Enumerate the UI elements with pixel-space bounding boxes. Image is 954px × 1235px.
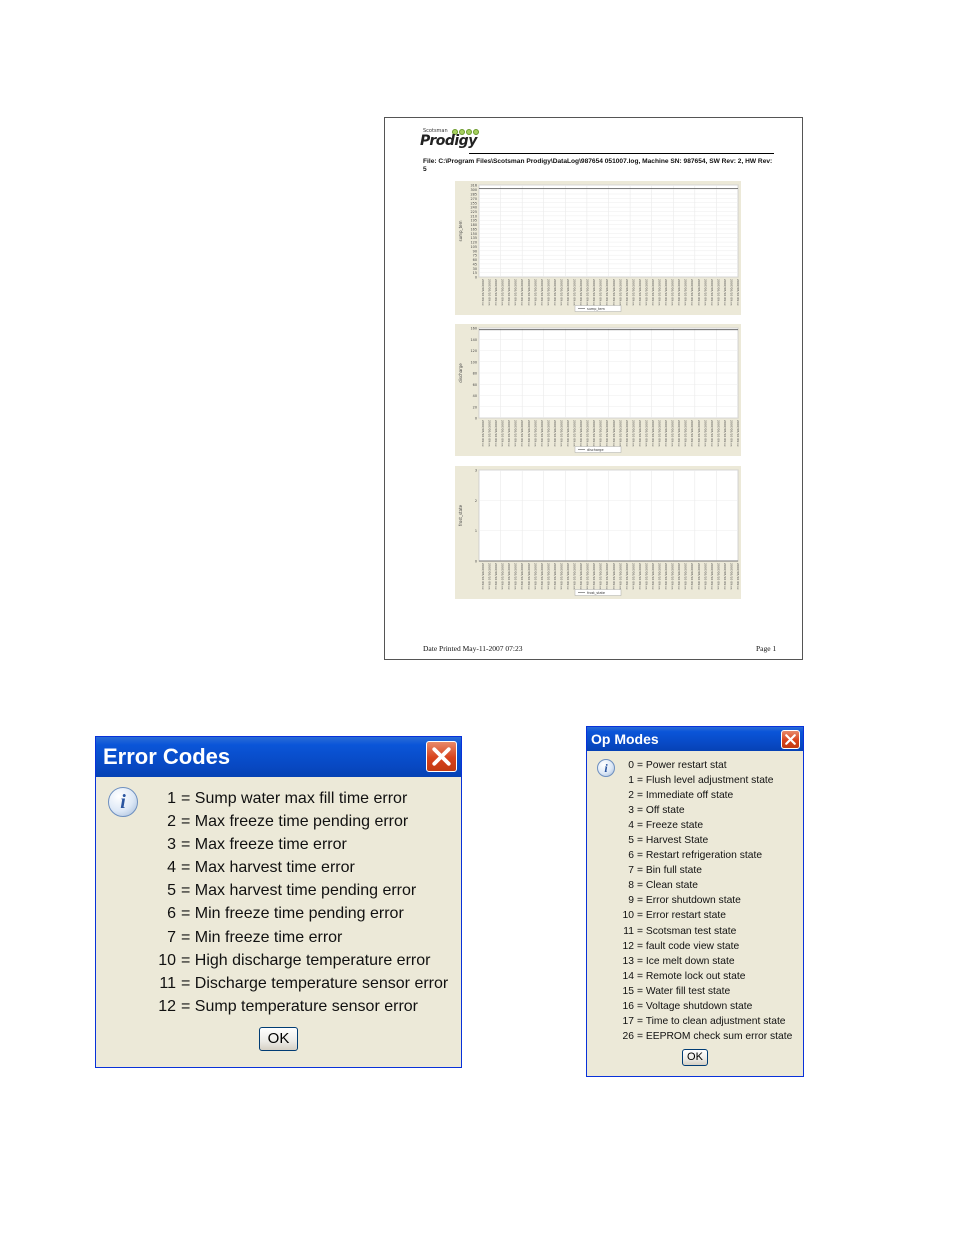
code-number: 15: [622, 985, 634, 997]
op-mode-list: [615, 758, 792, 1044]
x-tick-label: 2007/05/10 09:xx: [552, 279, 557, 306]
list-item: [615, 848, 792, 863]
y-tick-label: 225: [470, 209, 477, 214]
list-item: [154, 833, 448, 856]
y-tick-label: 270: [470, 196, 477, 201]
x-tick-label: 2007/05/10 09:xx: [677, 279, 682, 306]
x-tick-label: 2007/05/10 09:xx: [579, 420, 584, 447]
y-axis-label: sump_tem: [458, 220, 463, 242]
x-tick-label: 2007/05/10 09:xx: [618, 563, 623, 590]
list-item: [615, 1029, 792, 1044]
y-tick-label: 80: [472, 371, 477, 376]
y-tick-label: 45: [472, 262, 477, 267]
x-tick-label: 2007/05/10 09:xx: [520, 420, 525, 447]
x-tick-label: 2007/05/10 09:xx: [651, 420, 655, 447]
y-tick-label: 2: [474, 498, 477, 503]
op-modes-dialog: [586, 726, 804, 1077]
list-item: [154, 810, 448, 833]
x-tick-label: 2007/05/10 09:xx: [690, 563, 695, 590]
y-tick-label: 60: [472, 258, 477, 263]
x-tick-label: 2007/05/10 09:xx: [657, 563, 662, 590]
list-item: [615, 758, 792, 773]
x-tick-label: 2007/05/10 09:xx: [481, 279, 485, 306]
x-tick-label: 2007/05/10 09:xx: [585, 279, 590, 306]
x-tick-label: 2007/05/10 09:xx: [709, 420, 714, 447]
y-tick-label: 15: [472, 271, 477, 276]
y-tick-label: 40: [472, 394, 477, 398]
x-tick-label: 2007/05/10 09:xx: [500, 279, 505, 306]
discharge-chart: [455, 324, 741, 456]
x-tick-label: 2007/05/10 09:xx: [611, 563, 616, 590]
code-description: = Bin full state: [637, 865, 702, 877]
x-tick-label: 2007/05/10 09:xx: [533, 279, 538, 306]
x-tick-label: 2007/05/10 09:xx: [566, 563, 570, 590]
frost-state-chart: [455, 466, 741, 599]
y-tick-label: 210: [470, 214, 477, 219]
y-tick-label: 165: [470, 227, 477, 232]
x-tick-label: 2007/05/10 09:xx: [618, 420, 623, 447]
x-tick-label: 2007/05/10 09:xx: [598, 279, 603, 306]
x-tick-label: 2007/05/10 09:xx: [605, 563, 610, 590]
x-tick-label: 2007/05/10 09:xx: [533, 420, 538, 447]
x-tick-label: 2007/05/10 09:xx: [487, 279, 492, 306]
code-number: 6: [628, 850, 634, 862]
code-number: 11: [159, 974, 176, 992]
x-tick-label: 2007/05/10 09:xx: [579, 279, 584, 306]
code-description: = Restart refrigeration state: [637, 850, 763, 862]
code-number: 17: [622, 1015, 634, 1027]
code-number: 12: [622, 940, 634, 952]
x-tick-label: 2007/05/10 09:xx: [481, 420, 485, 447]
x-tick-label: 2007/05/10 09:xx: [481, 563, 485, 590]
x-tick-label: 2007/05/10 09:xx: [670, 563, 675, 590]
list-item: [615, 893, 792, 908]
x-tick-label: 2007/05/10 09:xx: [637, 420, 642, 447]
code-number: 0: [628, 760, 634, 771]
x-tick-label: 2007/05/10 09:xx: [716, 420, 721, 447]
x-tick-label: 2007/05/10 09:xx: [592, 279, 597, 306]
code-description: = Error restart state: [637, 910, 726, 922]
code-number: 3: [167, 836, 176, 854]
y-tick-label: 20: [472, 405, 477, 410]
x-tick-label: 2007/05/10 09:xx: [657, 279, 662, 306]
y-tick-label: 255: [470, 201, 477, 206]
page-number: Page 1: [756, 644, 777, 653]
y-tick-label: 135: [470, 236, 477, 241]
close-button[interactable]: [781, 730, 800, 749]
x-tick-label: 2007/05/10 09:xx: [539, 420, 544, 447]
x-tick-label: 2007/05/10 09:xx: [494, 279, 499, 306]
code-number: 9: [628, 895, 634, 907]
code-description: = Off state: [637, 805, 685, 817]
brand-small-text: Scotsman: [423, 128, 448, 134]
code-number: 1: [628, 775, 634, 787]
code-description: = Remote lock out state: [637, 970, 746, 982]
x-tick-label: 2007/05/10 09:xx: [683, 420, 688, 447]
x-tick-label: 2007/05/10 09:xx: [585, 420, 590, 447]
code-number: 5: [167, 882, 176, 900]
code-description: = Max freeze time error: [181, 836, 347, 854]
x-tick-label: 2007/05/10 09:xx: [546, 420, 551, 447]
error-codes-titlebar[interactable]: [96, 737, 461, 777]
code-description: = fault code view state: [637, 940, 740, 952]
x-tick-label: 2007/05/10 09:xx: [651, 563, 655, 590]
x-tick-label: 2007/05/10 09:xx: [539, 563, 544, 590]
list-item: [615, 803, 792, 818]
x-tick-label: 2007/05/10 09:xx: [736, 563, 740, 590]
x-tick-label: 2007/05/10 09:xx: [631, 279, 636, 306]
code-description: = Discharge temperature sensor error: [181, 974, 449, 992]
x-tick-label: 2007/05/10 09:xx: [703, 279, 708, 306]
list-item: [615, 833, 792, 848]
x-tick-label: 2007/05/10 09:xx: [572, 563, 577, 590]
list-item: [615, 939, 792, 954]
list-item: [154, 787, 448, 810]
x-tick-label: 2007/05/10 09:xx: [500, 563, 505, 590]
code-description: = High discharge temperature error: [181, 951, 431, 969]
x-tick-label: 2007/05/10 09:xx: [526, 279, 531, 306]
code-description: = Ice melt down state: [637, 955, 735, 967]
x-tick-label: 2007/05/10 09:xx: [657, 420, 662, 447]
x-tick-label: 2007/05/10 09:xx: [572, 279, 577, 306]
chart-panel-1: [455, 181, 741, 315]
list-item: [615, 773, 792, 788]
code-number: 7: [167, 928, 176, 946]
x-tick-label: 2007/05/10 09:xx: [690, 279, 695, 306]
code-number: 10: [622, 910, 634, 922]
x-tick-label: 2007/05/10 09:xx: [683, 279, 688, 306]
op-modes-titlebar[interactable]: [587, 727, 803, 751]
x-tick-label: 2007/05/10 09:xx: [709, 279, 714, 306]
code-number: 13: [622, 955, 634, 967]
x-tick-label: 2007/05/10 09:xx: [539, 279, 544, 306]
code-number: 2: [167, 813, 176, 831]
list-item: [154, 856, 448, 879]
y-tick-label: 60: [472, 382, 477, 387]
x-tick-label: 2007/05/10 09:xx: [500, 420, 505, 447]
legend-label: discharge: [587, 447, 604, 452]
code-description: = Max harvest time error: [181, 859, 355, 877]
x-tick-label: 2007/05/10 09:xx: [716, 279, 721, 306]
x-tick-label: 2007/05/10 09:xx: [696, 420, 701, 447]
x-tick-label: 2007/05/10 09:xx: [729, 563, 734, 590]
x-tick-label: 2007/05/10 09:xx: [611, 279, 616, 306]
code-number: 26: [622, 1030, 634, 1042]
code-description: = Harvest State: [637, 835, 709, 847]
code-description: = Sump water max fill time error: [181, 790, 408, 807]
y-tick-label: 0: [474, 275, 477, 280]
y-tick-label: 3: [474, 468, 477, 473]
code-description: = EEPROM check sum error state: [637, 1030, 793, 1042]
x-tick-label: 2007/05/10 09:xx: [696, 563, 701, 590]
x-tick-label: 2007/05/10 09:xx: [736, 420, 740, 447]
x-tick-label: 2007/05/10 09:xx: [722, 420, 727, 447]
y-axis-label: discharge: [458, 363, 463, 383]
code-description: = Immediate off state: [637, 790, 734, 802]
x-tick-label: 2007/05/10 09:xx: [572, 420, 577, 447]
x-tick-label: 2007/05/10 09:xx: [533, 563, 538, 590]
x-tick-label: 2007/05/10 09:xx: [520, 279, 525, 306]
x-tick-label: 2007/05/10 09:xx: [624, 563, 629, 590]
x-tick-label: 2007/05/10 09:xx: [494, 563, 499, 590]
x-tick-label: 2007/05/10 09:xx: [670, 420, 675, 447]
x-tick-label: 2007/05/10 09:xx: [494, 420, 499, 447]
chart-panel-2: [455, 324, 741, 456]
x-tick-label: 2007/05/10 09:xx: [611, 420, 616, 447]
y-tick-label: 105: [470, 244, 477, 249]
list-item: [615, 908, 792, 923]
x-tick-label: 2007/05/10 09:xx: [526, 563, 531, 590]
code-number: 5: [628, 835, 634, 847]
x-tick-label: 2007/05/10 09:xx: [513, 420, 518, 447]
x-tick-label: 2007/05/10 09:xx: [605, 420, 610, 447]
x-tick-label: 2007/05/10 09:xx: [559, 563, 564, 590]
x-tick-label: 2007/05/10 09:xx: [579, 563, 584, 590]
sump-temp-chart: [455, 181, 741, 315]
x-tick-label: 2007/05/10 09:xx: [631, 420, 636, 447]
list-item: [154, 902, 448, 925]
x-tick-label: 2007/05/10 09:xx: [552, 420, 557, 447]
code-number: 14: [622, 970, 634, 982]
ok-button[interactable]: OK: [682, 1049, 708, 1066]
x-tick-label: 2007/05/10 09:xx: [664, 279, 669, 306]
x-tick-label: 2007/05/10 09:xx: [526, 420, 531, 447]
y-tick-label: 90: [472, 249, 477, 254]
file-info-text: File: C:\Program Files\Scotsman Prodigy\DataLog\987654 051007.log, Machine SN: 987654, SW Rev: 2, HW Rev: 5: [423, 158, 773, 173]
x-tick-label: 2007/05/10 09:xx: [637, 279, 642, 306]
code-description: = Time to clean adjustment state: [637, 1015, 786, 1027]
x-tick-label: 2007/05/10 09:xx: [631, 563, 636, 590]
x-tick-label: 2007/05/10 09:xx: [552, 563, 557, 590]
x-tick-label: 2007/05/10 09:xx: [592, 563, 597, 590]
x-tick-label: 2007/05/10 09:xx: [722, 279, 727, 306]
code-description: = Clean state: [637, 880, 698, 892]
list-item: [154, 879, 448, 902]
code-number: 2: [628, 790, 634, 802]
y-tick-label: 180: [470, 223, 477, 228]
code-number: 10: [158, 951, 176, 969]
code-description: = Error shutdown state: [637, 895, 741, 907]
x-tick-label: 2007/05/10 09:xx: [566, 279, 570, 306]
code-number: 12: [158, 997, 176, 1015]
x-tick-label: 2007/05/10 09:xx: [624, 420, 629, 447]
y-tick-label: 160: [470, 326, 477, 331]
x-tick-label: 2007/05/10 09:xx: [507, 563, 512, 590]
header-rule: [469, 153, 774, 154]
code-description: = Max freeze time pending error: [181, 813, 409, 831]
code-description: = Flush level adjustment state: [637, 775, 774, 787]
x-tick-label: 2007/05/10 09:xx: [703, 420, 708, 447]
x-tick-label: 2007/05/10 09:xx: [513, 279, 518, 306]
close-icon: [427, 742, 456, 771]
x-tick-label: 2007/05/10 09:xx: [585, 563, 590, 590]
list-item: [615, 878, 792, 893]
report-preview-page: [384, 117, 803, 660]
code-description: = Voltage shutdown state: [637, 1000, 753, 1012]
x-tick-label: 2007/05/10 09:xx: [644, 420, 649, 447]
x-tick-label: 2007/05/10 09:xx: [690, 420, 695, 447]
x-tick-label: 2007/05/10 09:xx: [624, 279, 629, 306]
code-number: 8: [628, 880, 634, 892]
y-tick-label: 0: [474, 559, 477, 564]
y-tick-label: 75: [472, 253, 477, 258]
x-tick-label: 2007/05/10 09:xx: [651, 279, 655, 306]
list-item: [154, 972, 448, 995]
info-icon: i: [108, 787, 138, 817]
x-tick-label: 2007/05/10 09:xx: [709, 563, 714, 590]
dialog-title: Error Codes: [103, 744, 231, 769]
x-tick-label: 2007/05/10 09:xx: [729, 420, 734, 447]
y-tick-label: 316: [470, 183, 477, 188]
chart-panel-3: [455, 466, 741, 599]
code-description: = Freeze state: [637, 820, 704, 832]
y-tick-label: 300: [470, 188, 477, 193]
close-button[interactable]: [426, 741, 457, 772]
list-item: [615, 863, 792, 878]
x-tick-label: 2007/05/10 09:xx: [520, 563, 525, 590]
info-icon: i: [597, 759, 615, 777]
x-tick-label: 2007/05/10 09:xx: [664, 563, 669, 590]
code-number: 6: [167, 905, 176, 923]
y-tick-label: 1: [474, 529, 477, 534]
code-number: 1: [167, 790, 176, 807]
x-tick-label: 2007/05/10 09:xx: [507, 420, 512, 447]
list-item: [615, 999, 792, 1014]
code-number: 4: [167, 859, 176, 877]
x-tick-label: 2007/05/10 09:xx: [677, 420, 682, 447]
x-tick-label: 2007/05/10 09:xx: [722, 563, 727, 590]
ok-button[interactable]: OK: [259, 1027, 298, 1051]
x-tick-label: 2007/05/10 09:xx: [677, 563, 682, 590]
y-tick-label: 240: [470, 205, 477, 210]
y-tick-label: 285: [470, 192, 477, 197]
x-tick-label: 2007/05/10 09:xx: [716, 563, 721, 590]
x-tick-label: 2007/05/10 09:xx: [592, 420, 597, 447]
y-tick-label: 195: [470, 218, 477, 223]
date-printed: Date Printed May-11-2007 07:23: [423, 644, 523, 653]
error-codes-dialog: [95, 736, 462, 1068]
list-item: [615, 818, 792, 833]
x-tick-label: 2007/05/10 09:xx: [644, 563, 649, 590]
x-tick-label: 2007/05/10 09:xx: [559, 279, 564, 306]
code-description: = Scotsman test state: [637, 925, 737, 937]
code-description: = Water fill test state: [637, 985, 731, 997]
code-number: 11: [623, 925, 634, 937]
error-code-list: [154, 787, 448, 1018]
code-description: = Power restart stat: [637, 760, 727, 771]
y-tick-label: 120: [470, 349, 477, 353]
x-tick-label: 2007/05/10 09:xx: [566, 420, 570, 447]
y-tick-label: 120: [470, 240, 477, 245]
code-description: = Min freeze time error: [181, 928, 343, 946]
x-tick-label: 2007/05/10 09:xx: [487, 420, 492, 447]
x-tick-label: 2007/05/10 09:xx: [729, 279, 734, 306]
code-number: 3: [628, 805, 634, 817]
list-item: [615, 924, 792, 939]
list-item: [154, 949, 448, 972]
legend-label: sump_tem: [587, 306, 605, 311]
prodigy-logo: Prodigy: [420, 133, 477, 149]
x-tick-label: 2007/05/10 09:xx: [507, 279, 512, 306]
x-tick-label: 2007/05/10 09:xx: [703, 563, 708, 590]
code-number: 4: [628, 820, 634, 832]
y-tick-label: 30: [472, 266, 477, 271]
dialog-title: Op Modes: [591, 731, 659, 747]
x-tick-label: 2007/05/10 09:xx: [513, 563, 518, 590]
x-tick-label: 2007/05/10 09:xx: [736, 279, 740, 306]
close-icon: [782, 731, 799, 748]
list-item: [154, 995, 448, 1018]
y-tick-label: 150: [470, 231, 477, 236]
y-tick-label: 140: [470, 337, 477, 342]
code-description: = Min freeze time pending error: [181, 905, 404, 923]
x-tick-label: 2007/05/10 09:xx: [637, 563, 642, 590]
x-tick-label: 2007/05/10 09:xx: [664, 420, 669, 447]
x-tick-label: 2007/05/10 09:xx: [670, 279, 675, 306]
list-item: [615, 1014, 792, 1029]
list-item: [154, 926, 448, 949]
list-item: [615, 984, 792, 999]
x-tick-label: 2007/05/10 09:xx: [644, 279, 649, 306]
x-tick-label: 2007/05/10 09:xx: [546, 563, 551, 590]
code-number: 16: [622, 1000, 634, 1012]
list-item: [615, 969, 792, 984]
x-tick-label: 2007/05/10 09:xx: [559, 420, 564, 447]
x-tick-label: 2007/05/10 09:xx: [605, 279, 610, 306]
y-tick-label: 100: [470, 360, 477, 365]
y-tick-label: 0: [474, 416, 477, 421]
x-tick-label: 2007/05/10 09:xx: [683, 563, 688, 590]
x-tick-label: 2007/05/10 09:xx: [618, 279, 623, 306]
code-description: = Sump temperature sensor error: [181, 997, 418, 1015]
x-tick-label: 2007/05/10 09:xx: [598, 420, 603, 447]
list-item: [615, 954, 792, 969]
x-tick-label: 2007/05/10 09:xx: [546, 279, 551, 306]
code-description: = Max harvest time pending error: [181, 882, 417, 900]
x-tick-label: 2007/05/10 09:xx: [487, 563, 492, 590]
x-tick-label: 2007/05/10 09:xx: [696, 279, 701, 306]
list-item: [615, 788, 792, 803]
y-axis-label: frost_state: [458, 504, 463, 527]
legend-label: frost_state: [587, 590, 605, 595]
code-number: 7: [628, 865, 634, 877]
x-tick-label: 2007/05/10 09:xx: [598, 563, 603, 590]
